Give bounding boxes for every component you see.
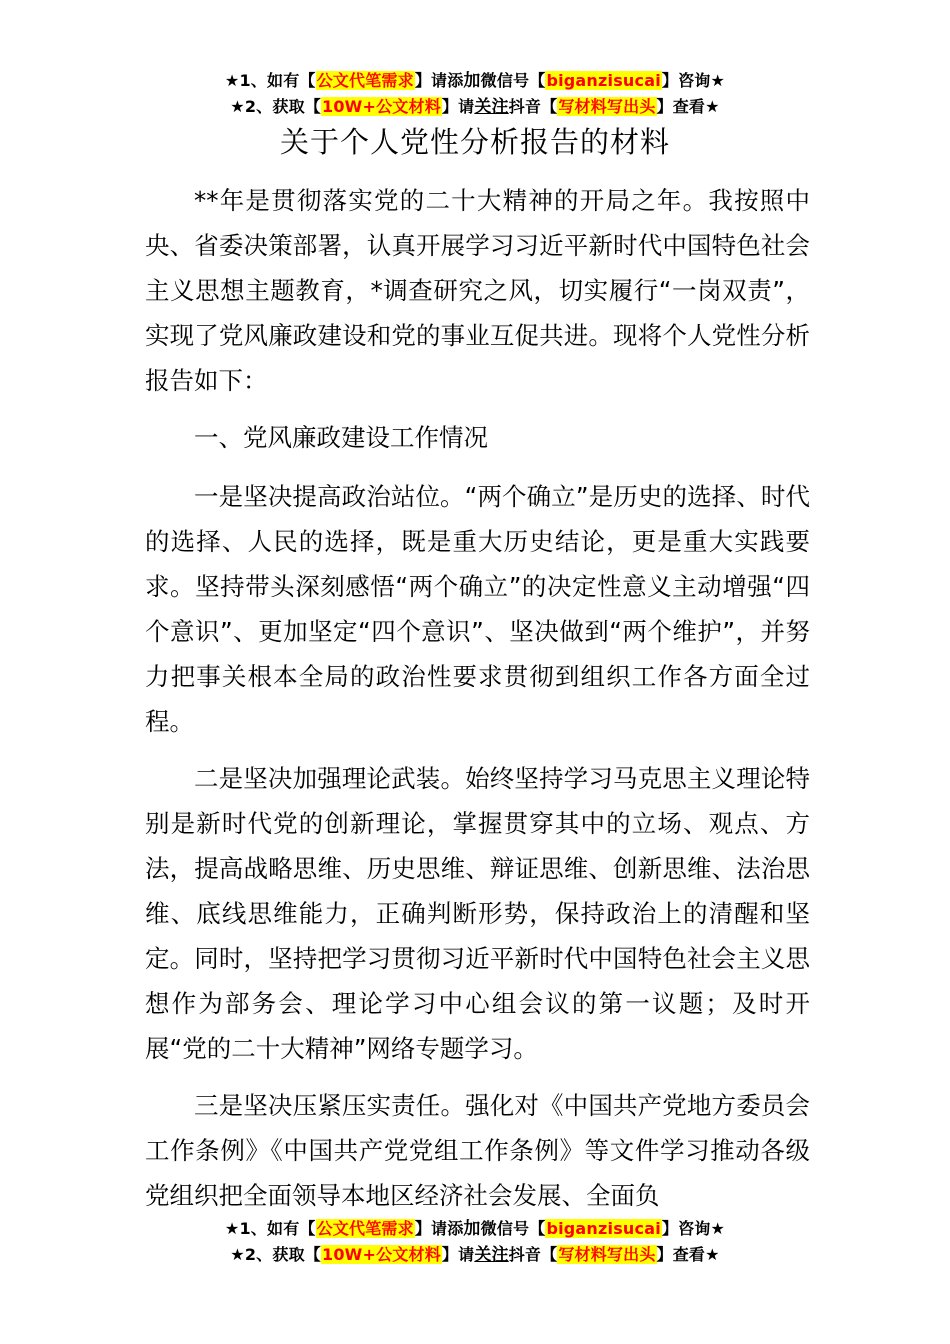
promo-text: 】查看★	[656, 97, 720, 116]
paragraph-responsibility: 三是坚决压紧压实责任。强化对《中国共产党地方委员会工作条例》《中国共产党党组工作条例》等文件学习推动各级党组织把全面领导本地区经济社会发展、全面负	[145, 1091, 810, 1210]
paragraph-intro: **年是贯彻落实党的二十大精神的开局之年。我按照中央、省委决策部署，认真开展学习习近平新时代中国特色社会主义思想主题教育，*调查研究之风，切实履行“一岗双责”，实现了党风廉政建设和党的事业互促共进。现将个人党性分析报告如下：	[145, 186, 810, 395]
promo-text: 】请	[441, 97, 475, 116]
promo-highlight-douyin: 写材料写出头	[558, 1245, 656, 1264]
promo-text: 加	[463, 1219, 481, 1239]
paragraph-political-stance: 一是坚决提高政治站位。“两个确立”是历史的选择、时代的选择、人民的选择，既是重大历史结论，更是重大实践要求。坚持带头深刻感悟“两个确立”的决定性意义主动增强“四个意识”、更加坚定“四个意识”、坚决做到“两个维护”，并努力把事关根本全局的政治性要求贯彻到组织工作各方面全过程。	[145, 482, 810, 736]
promo-text: ★1、如有【	[224, 1219, 316, 1238]
promo-highlight-materials: 10W+公文材料	[321, 1245, 441, 1264]
promo-highlight-service: 公文代笔需求	[316, 71, 414, 90]
promo-highlight-wechat: biganzisucai	[546, 1219, 661, 1238]
promo-text: 】请	[441, 1245, 475, 1264]
promo-line-2	[0, 94, 950, 120]
promo-text: 加	[463, 71, 481, 91]
promo-header	[0, 68, 950, 120]
promo-text: ★1、如有【	[224, 71, 316, 90]
promo-text: 】请添	[414, 71, 464, 90]
promo-text: ★2、获取【	[230, 97, 321, 116]
section-heading: 一、党风廉政建设工作情况	[194, 423, 488, 452]
promo-footer	[0, 1216, 950, 1268]
promo-text: 关注	[474, 97, 509, 117]
document-body	[145, 178, 810, 1230]
promo-text: 微信号【	[480, 1219, 546, 1238]
promo-highlight-materials: 10W+公文材料	[321, 97, 441, 116]
promo-line-1	[0, 1216, 950, 1242]
paragraph-theory: 二是坚决加强理论武装。始终坚持学习马克思主义理论特别是新时代党的创新理论，掌握贯穿其中的立场、观点、方法，提高战略思维、历史思维、辩证思维、创新思维、法治思维、底线思维能力，正确判断形势，保持政治上的清醒和坚定。同时，坚持把学习贯彻习近平新时代中国特色社会主义思想作为部务会、理论学习中心组会议的第一议题；及时开展“党的二十大精神”网络专题学习。	[145, 764, 810, 1063]
promo-text: 抖音【	[508, 1245, 558, 1264]
promo-line-2	[0, 1242, 950, 1268]
promo-text: 】请添	[414, 1219, 464, 1238]
document-title: 关于个人党性分析报告的材料	[279, 125, 670, 159]
promo-text: 】咨询★	[661, 1219, 726, 1238]
promo-text: 】查看★	[656, 1245, 720, 1264]
promo-highlight-douyin: 写材料写出头	[558, 97, 656, 116]
promo-text: 】咨询★	[661, 71, 726, 90]
promo-text: 关注	[474, 1245, 509, 1265]
promo-highlight-service: 公文代笔需求	[316, 1219, 414, 1238]
promo-highlight-wechat: biganzisucai	[546, 71, 661, 90]
promo-text: ★2、获取【	[230, 1245, 321, 1264]
promo-line-1	[0, 68, 950, 94]
promo-text: 抖音【	[508, 97, 558, 116]
promo-text: 微信号【	[480, 71, 546, 90]
